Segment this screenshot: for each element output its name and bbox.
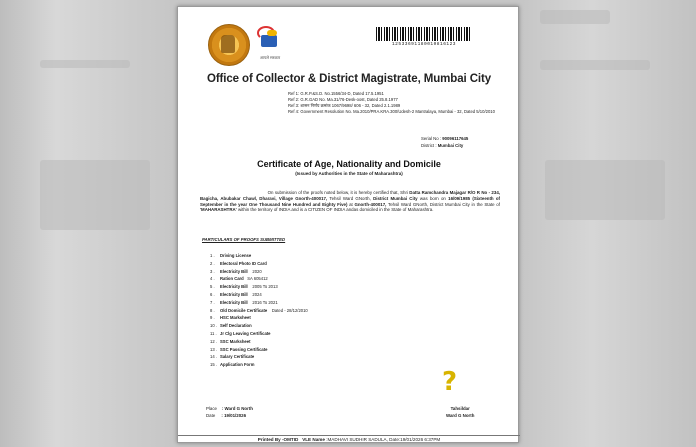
office-title: Office of Collector & District Magistrate, Mumbai City <box>206 73 492 85</box>
signatory-office: Ward G North <box>446 413 475 418</box>
list-item: 8 . Old Domicile Certificate Dated - 28/12/2010 <box>210 307 308 313</box>
vle-value: :MADHAVI SUDHIR SADULA, Date:19/01/2026 6:37PM <box>326 437 441 442</box>
list-item: 13 . SSC Passing Certificate <box>210 346 268 352</box>
serial-value: 90096117645 <box>442 136 469 141</box>
ref-line: Ref 2: G.R.GAD No. Ma.31/76-Desk-oost, Dated 25.8.1977 <box>288 97 398 102</box>
list-item: 14 . Salary Certificate <box>210 354 255 360</box>
background-ghost <box>540 10 610 24</box>
list-item: 15 . Application Form <box>210 362 255 368</box>
list-item: 5 . Electricity Bill 2005 To 2013 <box>210 284 278 290</box>
body-text: Tehsil Ward GNorth, District Mumbai City <box>388 201 470 207</box>
place-of-birth: Gnorth-400017, <box>354 201 387 207</box>
certificate-body <box>200 190 500 213</box>
logo-caption: आपले सरकार <box>259 55 281 60</box>
list-item: 2 . Electoral Photo ID Card <box>210 260 267 266</box>
list-item: 7 . Electricity Bill 2016 To 2021 <box>210 299 278 305</box>
body-text: Tehsil Ward GNorth, <box>329 195 371 201</box>
serial-block <box>421 135 468 149</box>
certificate-title: Certificate of Age, Nationality and Domicile <box>257 159 441 169</box>
list-item: 4 . Ration Card SA 605412 <box>210 276 268 282</box>
barcode-number: 12533691180010816123 <box>391 42 456 47</box>
list-item: 6 . Electricity Bill 2024 <box>210 291 262 297</box>
body-text: was born on <box>419 195 446 201</box>
district-value: Mumbai City <box>437 143 464 148</box>
particulars-heading: PARTICULARS OF PROOFS SUBMITTED <box>202 237 286 242</box>
background-ghost <box>40 160 150 230</box>
place-date-block <box>206 405 253 419</box>
barcode-icon <box>376 27 472 41</box>
list-item: 10 . Self Declaration <box>210 323 252 329</box>
applicant-address: R/O R No - 234, Bagicha, Abubakar Chawl, Dharavi, Village Gnorth-400017, <box>200 190 500 201</box>
government-seal-icon <box>208 24 250 66</box>
body-text: within the territory of INDIA and is a CITIZEN OF INDIA andas domiciled in the State of Maharashtra. <box>237 207 434 213</box>
background-ghost <box>40 60 130 68</box>
ref-line: Ref 1: G.R.P.&S.D. No.1556/34-D, Dated 17.5.1951 <box>288 91 384 96</box>
list-item: 12 . SSC Marksheet <box>210 338 251 344</box>
references <box>288 91 498 115</box>
ref-line: Ref 4: Government Resolution No. Ma.2010/PRA.KRA.300/Udesh-2 Mantralaya, Mumbai - 32, Dated 5/10/2010 <box>288 109 495 114</box>
body-text: in the State of <box>471 201 500 207</box>
date-of-birth: 16/09/1985 (Sixteenth of September in the year One Thousand Nine Hundred and Eighty Five) <box>200 195 500 207</box>
list-item: 1 . Driving License <box>210 253 252 258</box>
body-text: District Mumbai City <box>373 195 418 201</box>
place-value: : Ward G North <box>221 406 253 411</box>
ref-line: Ref 3: शासन निर्णय क्रमांक 1067/9698/ 606 - 32, Dated 2.1.1989 <box>288 103 401 108</box>
proofs-list <box>210 252 308 369</box>
vle-label: VLE Name <box>302 437 325 442</box>
state-name: 'MAHARASHTRA' <box>200 207 237 213</box>
certificate-subtitle: (Issued by Authorities in the State of Maharashtra) <box>295 171 403 176</box>
signatory-title: Tahsildar <box>450 406 470 411</box>
body-text: On submission of the proofs noted below, it is hereby certified that, Shri <box>267 190 408 195</box>
body-text: at <box>349 201 353 207</box>
certificate-document <box>177 6 519 443</box>
printed-by: Printed By -OMTID <box>257 437 299 442</box>
date-label: Date <box>206 413 216 418</box>
district-label: District : <box>421 143 437 148</box>
place-label: Place <box>206 406 217 411</box>
background-ghost <box>540 60 650 70</box>
aaple-sarkar-logo-icon <box>255 26 283 54</box>
print-footer <box>178 435 520 442</box>
list-item: 11 . Jr Clg Leaving Certificate <box>210 330 271 336</box>
signatory-block <box>446 405 474 419</box>
signature-stamp-icon: ? <box>442 367 458 397</box>
background-ghost <box>545 160 665 220</box>
applicant-name: Datta Ramchandra Majagar <box>409 190 467 195</box>
list-item: 9 . HSC Marksheet <box>210 315 251 321</box>
date-value: : 19/01/2026 <box>221 413 247 418</box>
list-item: 3 . Electricity Bill 2020 <box>210 268 262 274</box>
serial-label: Serial No : <box>421 136 442 141</box>
